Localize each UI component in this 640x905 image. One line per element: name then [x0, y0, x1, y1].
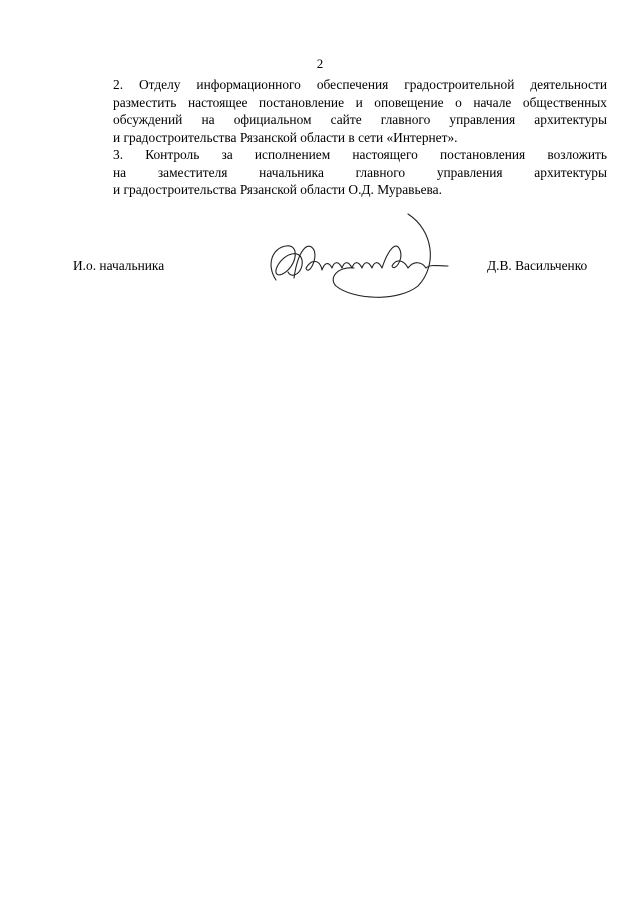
paragraph-line: 3. Контроль за исполнением настоящего постановления возложить — [113, 147, 607, 162]
document-body — [73, 76, 607, 199]
paragraph-line: разместить настоящее постановление и оповещение о начале общественных — [113, 94, 607, 110]
paragraph-line: 2. Отделу информационного обеспечения градостроительной деятельности — [113, 77, 607, 92]
signatory-name: Д.В. Васильченко — [487, 258, 588, 273]
page-number: 2 — [316, 56, 324, 71]
paragraph-2 — [73, 76, 607, 146]
paragraph-line: и градостроительства Рязанской области в сети «Интернет». — [113, 129, 458, 145]
paragraph-3 — [73, 146, 607, 199]
handwritten-signature — [258, 210, 458, 300]
signatory-title: И.о. начальника — [73, 258, 165, 273]
paragraph-line: на заместителя начальника главного управления архитектуры — [113, 164, 607, 180]
paragraph-line: обсуждений на официальном сайте главного управления архитектуры — [113, 112, 607, 127]
paragraph-line: и градостроительства Рязанской области О.Д. Муравьева. — [113, 182, 442, 197]
